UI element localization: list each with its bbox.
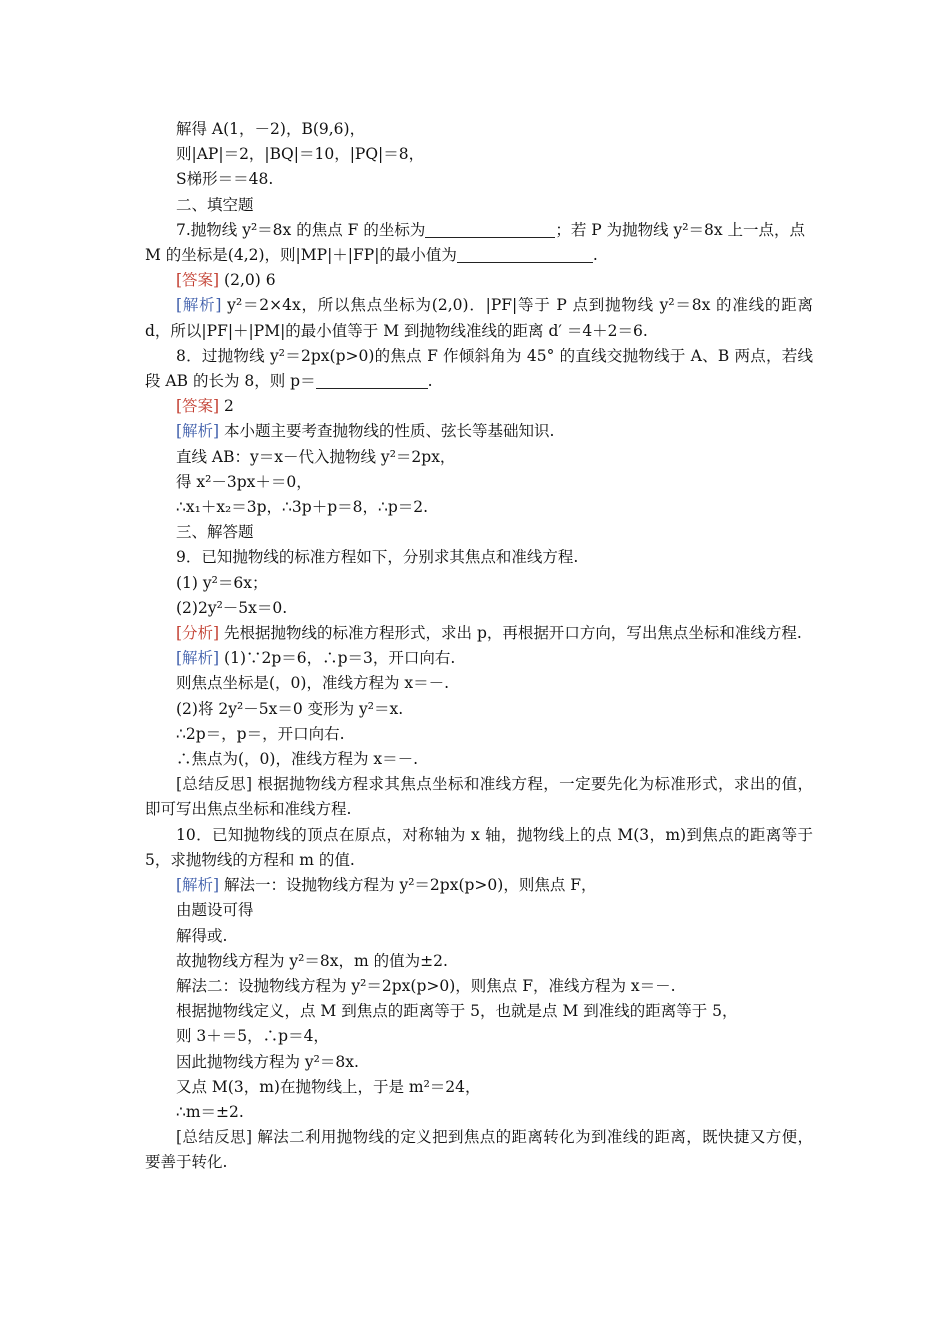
text-line: (2)2y²－5x＝0.	[176, 598, 288, 617]
section-heading: 二、填空题	[176, 195, 254, 214]
analysis-text: 解法一：设抛物线方程为 y²＝2px(p>0)，则焦点 F，	[219, 876, 597, 895]
analysis-text: 本小题主要考查抛物线的性质、弦长等基础知识.	[219, 422, 555, 441]
text-line: 故抛物线方程为 y²＝8x，m 的值为±2.	[176, 951, 448, 970]
text-line: 解法二：设抛物线方程为 y²＝2px(p>0)，则焦点 F，准线方程为 x＝－.	[176, 976, 676, 995]
summary-tag: [总结反思]	[176, 775, 253, 794]
text-line: 直线 AB：y＝x－代入抛物线 y²＝2px，	[176, 447, 456, 466]
analysis-tag: [解析]	[176, 649, 220, 668]
analysis-line	[145, 419, 813, 444]
answer-blank	[316, 372, 428, 389]
summary-text: 解法二利用抛物线的定义把到焦点的距离转化为到准线的距离，既快捷又方便，要善于转化.	[145, 1128, 813, 1172]
answer-line	[145, 394, 813, 419]
text-line: ∴m＝±2.	[176, 1102, 244, 1121]
question-text: .	[427, 372, 433, 391]
answer-tag: [答案]	[176, 271, 220, 290]
analysis-tag: [解析]	[176, 876, 220, 895]
question-text: 8．过抛物线 y²＝2px(p>0)的焦点 F 作倾斜角为 45° 的直线交抛物线于 A、B 两点，若线段 AB 的长为 8，则 p＝	[145, 346, 813, 391]
document-body	[145, 117, 813, 1176]
analysis-text: y²＝2×4x，所以焦点坐标为(2,0)．|PF|等于 P 点到抛物线 y²＝8x 的准线的距离 d，所以|PF|＋|PM|的最小值等于 M 到抛物线准线的距离 d′ ＝4＋2＝6.	[145, 296, 813, 340]
question-8	[145, 344, 813, 394]
question-text: M 的坐标是(4,2)，则|MP|＋|FP|的最小值为	[145, 246, 457, 265]
analysis-tag: [分析]	[176, 624, 220, 643]
question-text: .	[592, 246, 598, 265]
answer-blank	[425, 221, 555, 238]
text-line: 则焦点坐标是(，0)，准线方程为 x＝－.	[176, 674, 450, 693]
text-line: 由题设可得	[176, 901, 254, 920]
analysis-text: (1)∵2p＝6，∴p＝3，开口向右.	[219, 649, 456, 668]
analysis-line	[145, 873, 813, 898]
question-7-cont	[145, 243, 813, 268]
text-line: (1) y²＝6x；	[176, 573, 268, 592]
analysis-tag: [解析]	[176, 296, 222, 315]
summary-text: 根据抛物线方程求其焦点坐标和准线方程，一定要先化为标准形式，求出的值，即可写出焦点坐标和准线方程.	[145, 775, 813, 819]
text-line: S梯形＝＝48.	[176, 170, 274, 189]
summary-paragraph	[145, 1125, 813, 1175]
question-9: 9．已知抛物线的标准方程如下，分别求其焦点和准线方程.	[176, 548, 579, 567]
question-text: ；若 P 为抛物线 y²＝8x 上一点，点	[555, 220, 806, 239]
question-7	[145, 218, 813, 243]
text-line: 解得 A(1，－2)，B(9,6)，	[176, 120, 366, 138]
answer-blank	[457, 246, 593, 263]
text-line: 又点 M(3，m)在抛物线上，于是 m²＝24，	[176, 1077, 481, 1096]
text-line: 因此抛物线方程为 y²＝8x.	[176, 1052, 359, 1071]
answer-text: (2,0) 6	[219, 271, 276, 290]
analysis-line	[145, 646, 813, 671]
text-line: 得 x²－3px＋＝0，	[176, 472, 312, 491]
text-line: 根据抛物线定义，点 M 到焦点的距离等于 5，也就是点 M 到准线的距离等于 5，	[176, 1002, 738, 1021]
text-line: ∴2p＝，p＝，开口向右.	[176, 724, 345, 743]
answer-text: 2	[219, 397, 234, 416]
answer-tag: [答案]	[176, 397, 220, 416]
answer-line	[145, 268, 813, 293]
text-line: 解得或.	[176, 926, 228, 945]
analysis-paragraph	[145, 293, 813, 343]
summary-paragraph	[145, 772, 813, 822]
question-10: 10．已知抛物线的顶点在原点，对称轴为 x 轴，抛物线上的点 M(3，m)到焦点的距离等于 5，求抛物线的方程和 m 的值.	[145, 825, 813, 869]
text-line: 则|AP|＝2，|BQ|＝10，|PQ|＝8，	[176, 145, 425, 164]
section-heading: 三、解答题	[176, 523, 254, 542]
question-text: 7.抛物线 y²＝8x 的焦点 F 的坐标为	[176, 220, 426, 239]
text-line: 则 3＋＝5，∴p＝4，	[176, 1027, 329, 1046]
analysis-tag: [解析]	[176, 422, 220, 441]
text-line: ∴焦点为(，0)，准线方程为 x＝－.	[176, 750, 419, 769]
analysis-paragraph	[145, 621, 813, 646]
summary-tag: [总结反思]	[176, 1128, 253, 1147]
text-line: ∴x₁＋x₂＝3p，∴3p＋p＝8，∴p＝2.	[176, 498, 429, 517]
analysis-text: 先根据抛物线的标准方程形式，求出 p，再根据开口方向，写出焦点坐标和准线方程.	[219, 624, 802, 643]
text-line: (2)将 2y²－5x＝0 变形为 y²＝x.	[176, 699, 404, 718]
